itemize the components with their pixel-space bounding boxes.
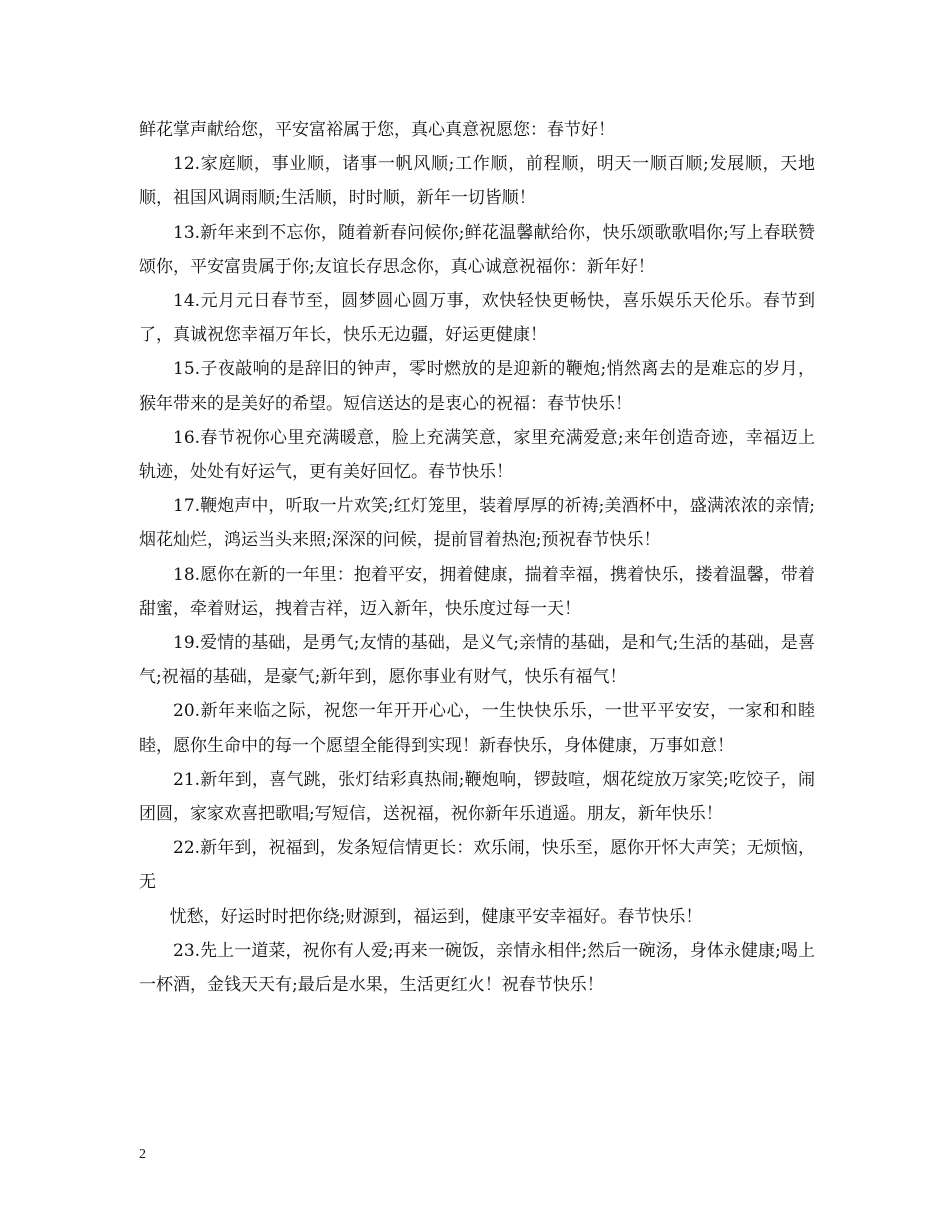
paragraph-22-continuation: 忧愁，好运时时把你绕;财源到，福运到，健康平安幸福好。春节快乐！	[169, 906, 703, 927]
document-body	[139, 113, 815, 1002]
paragraph-15: 15.子夜敲响的是辞旧的钟声，零时燃放的是迎新的鞭炮;悄然离去的是难忘的岁月，猴年带来的是美好的希望。短信送达的是衷心的祝福：春节快乐！	[139, 359, 815, 414]
page-number: 2	[139, 1147, 146, 1162]
paragraph-19: 19.爱情的基础，是勇气;友情的基础，是义气;亲情的基础，是和气;生活的基础，是喜气;祝福的基础，是豪气;新年到，愿你事业有财气，快乐有福气！	[139, 633, 815, 688]
paragraph-20: 20.新年来临之际，祝您一年开开心心，一生快快乐乐，一世平平安安，一家和和睦睦，愿你生命中的每一个愿望全能得到实现！新春快乐，身体健康，万事如意！	[139, 701, 815, 756]
paragraph-12: 12.家庭顺，事业顺，诸事一帆风顺;工作顺，前程顺，明天一顺百顺;发展顺，天地顺，祖国风调雨顺;生活顺，时时顺，新年一切皆顺！	[139, 154, 815, 209]
paragraph-13: 13.新年来到不忘你，随着新春问候你;鲜花温馨献给你，快乐颂歌歌唱你;写上春联赞颂你，平安富贵属于你;友谊长存思念你，真心诚意祝福你：新年好！	[139, 222, 815, 277]
paragraph-23: 23.先上一道菜，祝你有人爱;再来一碗饭，亲情永相伴;然后一碗汤，身体永健康;喝上一杯酒，金钱天天有;最后是水果，生活更红火！祝春节快乐！	[139, 940, 815, 996]
paragraph-16: 16.春节祝你心里充满暖意，脸上充满笑意，家里充满爱意;来年创造奇迹，幸福迈上轨迹，处处有好运气，更有美好回忆。春节快乐！	[139, 427, 815, 483]
paragraph-21: 21.新年到，喜气跳，张灯结彩真热闹;鞭炮响，锣鼓喧，烟花绽放万家笑;吃饺子，闹团圆，家家欢喜把歌唱;写短信，送祝福，祝你新年乐逍遥。朋友，新年快乐！	[139, 769, 815, 825]
paragraph-18: 18.愿你在新的一年里：抱着平安，拥着健康，揣着幸福，携着快乐，搂着温馨，带着甜蜜，牵着财运，拽着吉祥，迈入新年，快乐度过每一天！	[139, 564, 815, 619]
paragraph-22: 22.新年到，祝福到，发条短信情更长：欢乐闹，快乐至，愿你开怀大声笑；无烦恼，无	[139, 838, 815, 893]
paragraph-17: 17.鞭炮声中，听取一片欢笑;红灯笼里，装着厚厚的祈祷;美酒杯中，盛满浓浓的亲情;烟花灿烂，鸿运当头来照;深深的问候，提前冒着热泡;预祝春节快乐！	[139, 496, 815, 551]
paragraph-14: 14.元月元日春节至，圆梦圆心圆万事，欢快轻快更畅快，喜乐娱乐天伦乐。春节到了，真诚祝您幸福万年长，快乐无边疆，好运更健康！	[139, 291, 815, 346]
paragraph-continuation: 鲜花掌声献给您，平安富裕属于您，真心真意祝愿您：春节好！	[139, 120, 615, 140]
